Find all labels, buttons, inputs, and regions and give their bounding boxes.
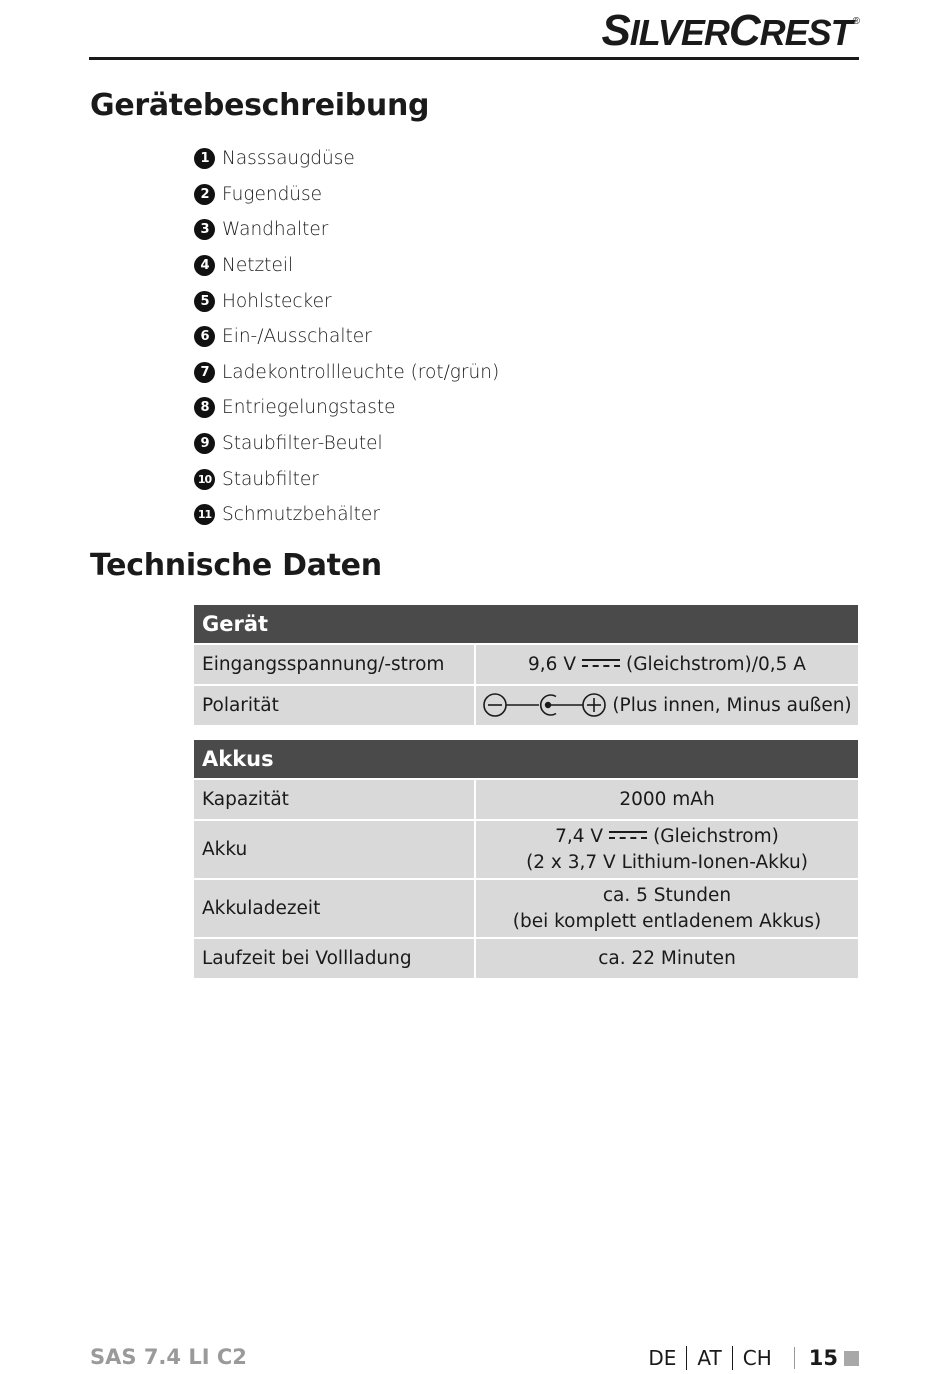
list-item xyxy=(194,426,499,462)
divider xyxy=(732,1346,733,1370)
list-item xyxy=(194,461,499,497)
number-badge: 3 xyxy=(194,219,215,240)
number-badge: 8 xyxy=(194,397,215,418)
dc-symbol-icon xyxy=(582,658,620,668)
row-value-capacity: 2000 mAh xyxy=(476,780,858,821)
number-badge: 4 xyxy=(194,255,215,276)
part-label: Nasssaugdüse xyxy=(222,148,355,170)
row-label-charge: Akkuladezeit xyxy=(194,880,476,939)
part-label: Hohlstecker xyxy=(222,290,332,312)
number-badge: 11 xyxy=(194,504,215,525)
table-row xyxy=(194,780,858,821)
section-title-description: Gerätebeschreibung xyxy=(90,88,430,123)
brand-logo: SILVERCREST® xyxy=(601,6,859,55)
list-item xyxy=(194,177,499,213)
list-item xyxy=(194,141,499,177)
number-badge: 10 xyxy=(194,469,215,490)
list-item xyxy=(194,319,499,355)
page-number: 15 xyxy=(808,1346,838,1370)
list-item xyxy=(194,355,499,391)
square-marker-icon xyxy=(844,1351,859,1366)
divider xyxy=(794,1347,795,1369)
number-badge: 5 xyxy=(194,291,215,312)
lang-de: DE xyxy=(648,1346,677,1370)
charge-time: ca. 5 Stunden xyxy=(602,884,732,906)
parts-list xyxy=(194,141,499,533)
number-badge: 7 xyxy=(194,362,215,383)
part-label: Staubfilter xyxy=(222,468,319,490)
row-value-charge xyxy=(476,880,858,939)
current-value: (Gleichstrom)/0,5 A xyxy=(626,653,806,675)
akku-voltage: 7,4 V xyxy=(555,825,604,847)
part-label: Netzteil xyxy=(222,255,294,277)
table-row xyxy=(194,939,858,980)
table-row xyxy=(194,645,858,686)
dc-symbol-icon xyxy=(609,830,647,840)
table-row xyxy=(194,880,858,939)
list-item xyxy=(194,248,499,284)
row-value-akku xyxy=(476,821,858,880)
row-label-akku: Akku xyxy=(194,821,476,880)
row-label-polarity: Polarität xyxy=(194,686,476,727)
number-badge: 6 xyxy=(194,326,215,347)
number-badge: 9 xyxy=(194,433,215,454)
divider xyxy=(686,1346,687,1370)
row-label-runtime: Laufzeit bei Vollladung xyxy=(194,939,476,980)
list-item xyxy=(194,497,499,533)
table-header-geraet: Gerät xyxy=(194,605,858,645)
part-label: Entriegelungstaste xyxy=(222,397,396,419)
polarity-text: (Plus innen, Minus außen) xyxy=(612,694,852,716)
part-label: Fugendüse xyxy=(222,183,323,205)
list-item xyxy=(194,390,499,426)
table-header-akkus: Akkus xyxy=(194,740,858,780)
part-label: Ein-/Ausschalter xyxy=(222,326,372,348)
charge-note: (bei komplett entladenem Akkus) xyxy=(512,910,822,932)
specs-table-akkus xyxy=(194,740,858,980)
lang-at: AT xyxy=(697,1346,722,1370)
specs-table-geraet xyxy=(194,605,858,727)
number-badge: 1 xyxy=(194,148,215,169)
header-rule xyxy=(89,57,859,60)
akku-type: (Gleichstrom) xyxy=(653,825,779,847)
footer-nav xyxy=(648,1346,859,1370)
row-value-runtime: ca. 22 Minuten xyxy=(476,939,858,980)
row-value-input xyxy=(476,645,858,686)
number-badge: 2 xyxy=(194,184,215,205)
akku-detail: (2 x 3,7 V Lithium-Ionen-Akku) xyxy=(526,851,808,873)
voltage-value: 9,6 V xyxy=(528,653,576,675)
part-label: Staubfilter-Beutel xyxy=(222,433,383,455)
section-title-technical: Technische Daten xyxy=(90,548,382,583)
part-label: Wandhalter xyxy=(222,219,329,241)
polarity-symbol-icon xyxy=(482,692,608,718)
part-label: Ladekontrollleuchte (rot/grün) xyxy=(222,361,500,383)
list-item xyxy=(194,212,499,248)
row-value-polarity xyxy=(476,686,858,727)
footer-model: SAS 7.4 LI C2 xyxy=(90,1345,247,1369)
row-label-capacity: Kapazität xyxy=(194,780,476,821)
lang-ch: CH xyxy=(742,1346,772,1370)
part-label: Schmutzbehälter xyxy=(222,504,380,526)
row-label-input: Eingangsspannung/-strom xyxy=(194,645,476,686)
list-item xyxy=(194,283,499,319)
table-row xyxy=(194,821,858,880)
table-row xyxy=(194,686,858,727)
